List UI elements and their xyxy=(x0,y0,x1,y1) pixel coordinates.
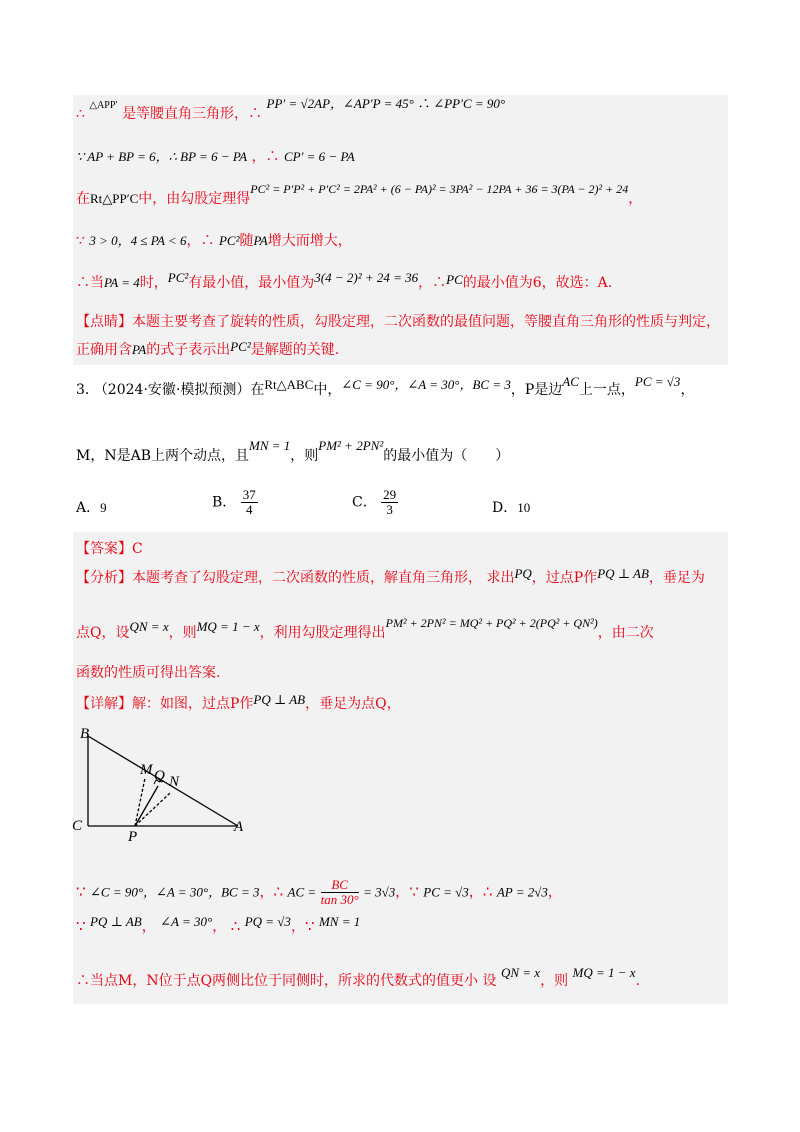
label-a: A xyxy=(234,819,244,835)
math-pc2: PC² xyxy=(167,270,189,285)
option-value: 9 xyxy=(100,500,107,515)
solution-line-2 xyxy=(76,147,726,167)
text: ，由二次 xyxy=(597,625,654,641)
numerator: BC xyxy=(321,878,359,893)
option-label: A． xyxy=(76,500,101,516)
text: 在 xyxy=(76,191,90,207)
label-c: C xyxy=(72,818,83,834)
math-ac: AC = xyxy=(287,884,317,900)
option-c[interactable] xyxy=(352,488,398,517)
text: ，则 xyxy=(290,448,319,464)
text: ，∴ xyxy=(418,275,447,291)
math-ac: AC xyxy=(562,374,579,389)
text: 时， xyxy=(139,275,168,291)
option-fraction xyxy=(241,488,258,517)
math-triangle-app: △APP′ xyxy=(89,100,118,111)
option-b[interactable] xyxy=(212,488,258,517)
option-label: D． xyxy=(492,500,518,516)
math-triangle-abc: Rt△ABC xyxy=(264,377,314,392)
label-p: P xyxy=(128,829,138,842)
question-line-2 xyxy=(76,438,726,466)
solution-line-4: ∵ 3 > 0，4 ≤ PA < 6，∴ PC²随PA增大而增大， xyxy=(76,233,352,249)
math-mn: MN = 1 xyxy=(318,914,361,929)
text: 【分析】本题考查了勾股定理，二次函数的性质，解直角三角形， 求出 xyxy=(76,570,515,586)
therefore-symbol: ，∴ xyxy=(251,149,280,165)
option-fraction xyxy=(381,488,398,517)
math-cp: CP′ = 6 − PA xyxy=(283,149,355,164)
math-perp: PQ ⊥ AB xyxy=(253,692,306,707)
option-value: 10 xyxy=(517,500,531,515)
math-bp: ∵ AP + BP = 6，∴ BP = 6 − PA xyxy=(76,149,248,164)
text: 中，由勾股定理得 xyxy=(138,191,251,207)
option-d[interactable] xyxy=(492,497,530,517)
math-perp: PQ ⊥ AB xyxy=(597,566,649,581)
solution-line-1 xyxy=(76,96,726,126)
math-pc: PC = √3 xyxy=(423,884,469,900)
tip-line-1 xyxy=(76,312,726,332)
math-pc2: PC² xyxy=(218,233,240,248)
math-min-value: 3(4 − 2)² + 24 = 36 xyxy=(314,270,419,285)
therefore-symbol: ∴ xyxy=(482,882,493,901)
label-n: N xyxy=(169,774,180,790)
because-symbol: ∵ xyxy=(76,917,86,935)
math-pythagoras: PC² = P′P² + P′C² = 2PA² + (6 − PA)² = 3PA² − 12PA + 36 = 3(PA − 2)² + 24 xyxy=(250,182,629,196)
label-q: Q xyxy=(154,768,165,784)
option-label: C． xyxy=(352,494,377,511)
question-line-1 xyxy=(76,374,726,400)
text: 的最小值为（ ） xyxy=(383,448,510,464)
math-angle-a: ∠A = 30° xyxy=(160,914,213,929)
math-pp-relation: PP′ = √2AP，∠AP′P = 45° ∴ ∠PP′C = 90° xyxy=(266,96,506,111)
math-fraction xyxy=(321,878,359,907)
math-pa4: PA = 4 xyxy=(104,275,140,290)
denominator: 4 xyxy=(246,502,253,517)
text: 正确用含 xyxy=(76,342,132,358)
because-symbol: ∵ xyxy=(304,917,315,935)
math-qn: QN = x xyxy=(500,965,541,980)
denominator: 3 xyxy=(386,502,393,517)
text: . xyxy=(635,973,641,989)
text: 中， xyxy=(313,382,342,398)
text: 设 xyxy=(482,973,497,989)
text: ，P是边 xyxy=(510,382,563,398)
math-expansion: PM² + 2PN² = MQ² + PQ² + 2(PQ² + QN²) xyxy=(385,616,598,630)
text: ，垂足为点Q， xyxy=(305,696,401,712)
text: 函数的性质可得出答案. xyxy=(76,665,221,681)
denominator: tan 30° xyxy=(320,892,359,907)
because-symbol: ∵ xyxy=(76,882,86,901)
math-pc: PC xyxy=(446,272,463,287)
segment-pq xyxy=(135,786,158,826)
answer-text: 【答案】C xyxy=(76,541,143,557)
analysis-line-1 xyxy=(76,568,726,588)
text: ，利用勾股定理得出 xyxy=(259,625,386,641)
detail-line-3: ∵ PQ ⊥ AB， ∠A = 30°， ∴ PQ = √3，∵ MN = 1 xyxy=(76,914,361,935)
tip-text: 【点睛】本题主要考查了旋转的性质，勾股定理，二次函数的最值问题，等腰直角三角形的性质与判定， xyxy=(76,314,720,330)
because-symbol: ∵ xyxy=(76,233,85,249)
answer-line xyxy=(76,539,726,559)
math-perp: PQ ⊥ AB xyxy=(90,914,142,929)
text: 的最小值为6，故选：A. xyxy=(462,275,613,291)
text: ，则 xyxy=(540,973,569,989)
numerator: 37 xyxy=(242,487,256,502)
text: ∴当点M，N位于点Q两侧比位于同侧时，所求的代数式的值更小 xyxy=(76,973,479,989)
text: 是等腰直角三角形， xyxy=(122,106,249,122)
option-a[interactable] xyxy=(76,497,107,517)
solution-line-3: 在Rt△PP′C中，由勾股定理得PC² = P′P² + P′C² = 2PA² + (6 − PA)² = 3PA² − 12PA + 36 = 3(PA − 2)² + 24， xyxy=(76,182,643,207)
math-pa: PA xyxy=(132,342,147,357)
text: 点Q，设 xyxy=(76,625,130,641)
text: 是解题的关键. xyxy=(250,342,340,358)
math-triangle: Rt△PP′C xyxy=(90,191,139,206)
text: 的式子表示出 xyxy=(146,342,231,358)
math-mn: MN = 1 xyxy=(248,438,291,453)
text: ，则 xyxy=(168,625,197,641)
label-b: B xyxy=(80,726,90,742)
text: M，N是AB上两个动点，且 xyxy=(76,448,249,464)
question-source: （2024·安徽·模拟预测）在 xyxy=(93,382,265,398)
math-ap: AP = 2√3 xyxy=(496,884,548,900)
text: 随 xyxy=(239,233,254,249)
text: ∴当 xyxy=(76,275,104,291)
label-m: M xyxy=(140,762,153,778)
therefore-symbol: ∴ xyxy=(273,882,284,901)
math-mq: MQ = 1 − x xyxy=(196,619,260,634)
analysis-line-2 xyxy=(76,616,726,643)
therefore-symbol: ∴ xyxy=(76,106,85,122)
text: ，垂足为 xyxy=(648,570,705,586)
math-pc: PC = √3 xyxy=(634,374,681,389)
math-pq: PQ xyxy=(514,566,532,581)
analysis-line-3 xyxy=(76,663,726,683)
math-range: 3 > 0，4 ≤ PA < 6 xyxy=(89,233,187,248)
detail-line-2: ∵ ∠C = 90°，∠A = 30°，BC = 3，∴ AC = $\frac{BC}{\tan 30^\circ}$ = 3√3，∵ PC = √3，∴ AP = 2√3， xyxy=(76,877,562,907)
detail-line-1 xyxy=(76,694,726,714)
math-conditions: ∠C = 90°，∠A = 30°，BC = 3 xyxy=(341,377,511,392)
question-number: 3. xyxy=(76,382,90,398)
numerator: 29 xyxy=(383,487,397,502)
text: 【详解】解：如图，过点P作 xyxy=(76,696,254,712)
because-symbol: ∵ xyxy=(409,882,419,901)
math-expression: PM² + 2PN² xyxy=(318,438,384,453)
math-pa: PA xyxy=(253,233,268,248)
solution-line-5 xyxy=(76,270,726,293)
text: ， xyxy=(680,382,695,398)
math-qn: QN = x xyxy=(129,619,169,634)
math-mq: MQ = 1 − x xyxy=(572,965,636,980)
math-pq-value: PQ = √3 xyxy=(244,914,291,929)
therefore-symbol: ∴ xyxy=(248,106,263,122)
text: 有最小值，最小值为 xyxy=(188,275,315,291)
detail-line-4 xyxy=(76,965,726,991)
geometry-figure xyxy=(70,722,260,842)
text: 增大而增大， xyxy=(267,233,352,249)
option-label: B． xyxy=(212,494,237,511)
math-pc2: PC² xyxy=(230,339,251,354)
text: ，过点P作 xyxy=(531,570,598,586)
math-conditions: ∠C = 90°，∠A = 30°，BC = 3 xyxy=(90,884,260,900)
tip-line-2 xyxy=(76,340,726,360)
therefore-symbol: ∴ xyxy=(230,917,241,935)
segment-pn xyxy=(135,793,170,826)
text: 上一点， xyxy=(578,382,635,398)
math-ac-value: = 3√3 xyxy=(363,884,396,900)
